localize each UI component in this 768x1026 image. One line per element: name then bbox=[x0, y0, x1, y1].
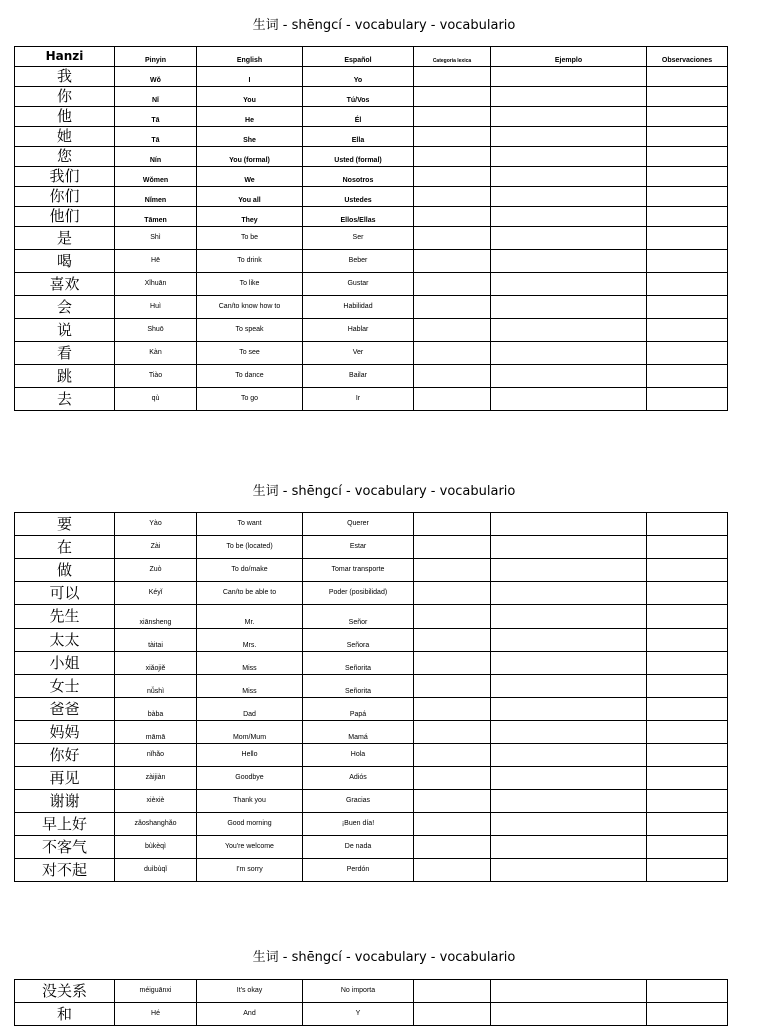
cell-espanol: Mamá bbox=[303, 721, 414, 744]
cell-observaciones bbox=[647, 721, 728, 744]
cell-ejemplo bbox=[491, 342, 647, 365]
cell-observaciones bbox=[647, 513, 728, 536]
cell-ejemplo bbox=[491, 582, 647, 605]
cell-english: We bbox=[197, 167, 303, 187]
cell-ejemplo bbox=[491, 167, 647, 187]
cell-hanzi: 再见 bbox=[15, 767, 115, 790]
cell-english: You're welcome bbox=[197, 836, 303, 859]
cell-pinyin: xièxiè bbox=[115, 790, 197, 813]
table-row bbox=[15, 67, 728, 87]
cell-ejemplo bbox=[491, 513, 647, 536]
cell-english: You all bbox=[197, 187, 303, 207]
cell-categoria bbox=[414, 147, 491, 167]
cell-english: You bbox=[197, 87, 303, 107]
cell-english: To be bbox=[197, 227, 303, 250]
header-observaciones: Observaciones bbox=[647, 47, 728, 67]
header-espanol: Español bbox=[303, 47, 414, 67]
cell-english: To want bbox=[197, 513, 303, 536]
cell-espanol: Papá bbox=[303, 698, 414, 721]
cell-ejemplo bbox=[491, 227, 647, 250]
cell-english: To see bbox=[197, 342, 303, 365]
cell-categoria bbox=[414, 744, 491, 767]
cell-observaciones bbox=[647, 744, 728, 767]
cell-observaciones bbox=[647, 273, 728, 296]
cell-categoria bbox=[414, 980, 491, 1003]
cell-observaciones bbox=[647, 605, 728, 629]
section-title: 生词 - shēngcí - vocabulary - vocabulario bbox=[252, 18, 516, 33]
cell-pinyin: Tiào bbox=[115, 365, 197, 388]
cell-hanzi: 在 bbox=[15, 536, 115, 559]
table-row bbox=[15, 187, 728, 207]
table-row bbox=[15, 675, 728, 698]
cell-hanzi: 要 bbox=[15, 513, 115, 536]
cell-pinyin: Wǒ bbox=[115, 67, 197, 87]
cell-espanol: Querer bbox=[303, 513, 414, 536]
cell-hanzi: 你好 bbox=[15, 744, 115, 767]
cell-pinyin: Zài bbox=[115, 536, 197, 559]
cell-espanol: Ser bbox=[303, 227, 414, 250]
cell-categoria bbox=[414, 67, 491, 87]
header-pinyin: Pinyin bbox=[115, 47, 197, 67]
cell-observaciones bbox=[647, 767, 728, 790]
cell-hanzi: 是 bbox=[15, 227, 115, 250]
table-row bbox=[15, 227, 728, 250]
cell-english: Thank you bbox=[197, 790, 303, 813]
cell-ejemplo bbox=[491, 980, 647, 1003]
table-row bbox=[15, 1003, 728, 1026]
cell-observaciones bbox=[647, 1003, 728, 1026]
cell-english: Dad bbox=[197, 698, 303, 721]
cell-ejemplo bbox=[491, 87, 647, 107]
cell-observaciones bbox=[647, 107, 728, 127]
cell-hanzi: 不客气 bbox=[15, 836, 115, 859]
table-row bbox=[15, 388, 728, 411]
cell-hanzi: 你 bbox=[15, 87, 115, 107]
cell-pinyin: Shì bbox=[115, 227, 197, 250]
cell-pinyin: Hē bbox=[115, 250, 197, 273]
cell-ejemplo bbox=[491, 187, 647, 207]
table-row bbox=[15, 107, 728, 127]
cell-espanol: Señor bbox=[303, 605, 414, 629]
cell-categoria bbox=[414, 107, 491, 127]
cell-english: Mr. bbox=[197, 605, 303, 629]
table-row bbox=[15, 127, 728, 147]
cell-pinyin: Tā bbox=[115, 127, 197, 147]
cell-categoria bbox=[414, 207, 491, 227]
cell-espanol: Adiós bbox=[303, 767, 414, 790]
vocab-table-1 bbox=[14, 46, 728, 411]
cell-english: It's okay bbox=[197, 980, 303, 1003]
cell-ejemplo bbox=[491, 273, 647, 296]
cell-observaciones bbox=[647, 227, 728, 250]
cell-hanzi: 没关系 bbox=[15, 980, 115, 1003]
cell-categoria bbox=[414, 227, 491, 250]
cell-hanzi: 早上好 bbox=[15, 813, 115, 836]
cell-categoria bbox=[414, 167, 491, 187]
table-row bbox=[15, 365, 728, 388]
cell-observaciones bbox=[647, 698, 728, 721]
cell-english: To dance bbox=[197, 365, 303, 388]
cell-ejemplo bbox=[491, 836, 647, 859]
cell-pinyin: Zuò bbox=[115, 559, 197, 582]
cell-categoria bbox=[414, 365, 491, 388]
header-hanzi: Hanzi bbox=[15, 47, 115, 67]
cell-espanol: Señorita bbox=[303, 652, 414, 675]
cell-pinyin: tàitai bbox=[115, 629, 197, 652]
table-row bbox=[15, 273, 728, 296]
cell-observaciones bbox=[647, 582, 728, 605]
cell-espanol: Perdón bbox=[303, 859, 414, 882]
cell-observaciones bbox=[647, 675, 728, 698]
cell-categoria bbox=[414, 87, 491, 107]
cell-ejemplo bbox=[491, 296, 647, 319]
cell-ejemplo bbox=[491, 107, 647, 127]
cell-english: To drink bbox=[197, 250, 303, 273]
cell-espanol: Ellos/Ellas bbox=[303, 207, 414, 227]
table-row bbox=[15, 582, 728, 605]
cell-observaciones bbox=[647, 365, 728, 388]
cell-espanol: Ver bbox=[303, 342, 414, 365]
cell-ejemplo bbox=[491, 629, 647, 652]
cell-hanzi: 我们 bbox=[15, 167, 115, 187]
table-row bbox=[15, 652, 728, 675]
cell-english: Mrs. bbox=[197, 629, 303, 652]
cell-espanol: Tú/Vos bbox=[303, 87, 414, 107]
section-title: 生词 - shēngcí - vocabulary - vocabulario bbox=[252, 484, 516, 499]
cell-hanzi: 去 bbox=[15, 388, 115, 411]
cell-pinyin: méiguānxi bbox=[115, 980, 197, 1003]
cell-espanol: Hola bbox=[303, 744, 414, 767]
table-header-row bbox=[15, 47, 728, 67]
cell-english: You (formal) bbox=[197, 147, 303, 167]
cell-pinyin: bàba bbox=[115, 698, 197, 721]
table-row bbox=[15, 605, 728, 629]
cell-observaciones bbox=[647, 980, 728, 1003]
cell-espanol: Usted (formal) bbox=[303, 147, 414, 167]
cell-ejemplo bbox=[491, 698, 647, 721]
cell-pinyin: Yào bbox=[115, 513, 197, 536]
cell-ejemplo bbox=[491, 790, 647, 813]
cell-pinyin: Kéyǐ bbox=[115, 582, 197, 605]
cell-categoria bbox=[414, 388, 491, 411]
cell-pinyin: xiǎojiě bbox=[115, 652, 197, 675]
cell-pinyin: qù bbox=[115, 388, 197, 411]
cell-pinyin: Shuō bbox=[115, 319, 197, 342]
cell-english: To go bbox=[197, 388, 303, 411]
cell-espanol: Señora bbox=[303, 629, 414, 652]
table-row bbox=[15, 147, 728, 167]
cell-hanzi: 他 bbox=[15, 107, 115, 127]
table-row bbox=[15, 836, 728, 859]
table-row bbox=[15, 790, 728, 813]
cell-english: She bbox=[197, 127, 303, 147]
cell-categoria bbox=[414, 836, 491, 859]
cell-espanol: Señorita bbox=[303, 675, 414, 698]
cell-observaciones bbox=[647, 629, 728, 652]
cell-english: And bbox=[197, 1003, 303, 1026]
table-row bbox=[15, 767, 728, 790]
cell-english: Hello bbox=[197, 744, 303, 767]
cell-ejemplo bbox=[491, 250, 647, 273]
cell-pinyin: nǚshì bbox=[115, 675, 197, 698]
cell-espanol: Él bbox=[303, 107, 414, 127]
table-row bbox=[15, 342, 728, 365]
cell-ejemplo bbox=[491, 207, 647, 227]
header-ejemplo: Ejemplo bbox=[491, 47, 647, 67]
cell-categoria bbox=[414, 813, 491, 836]
table-row bbox=[15, 296, 728, 319]
cell-categoria bbox=[414, 273, 491, 296]
cell-categoria bbox=[414, 629, 491, 652]
cell-pinyin: xiānsheng bbox=[115, 605, 197, 629]
cell-ejemplo bbox=[491, 675, 647, 698]
cell-ejemplo bbox=[491, 605, 647, 629]
table-row bbox=[15, 980, 728, 1003]
cell-pinyin: Wǒmen bbox=[115, 167, 197, 187]
cell-categoria bbox=[414, 721, 491, 744]
cell-english: To speak bbox=[197, 319, 303, 342]
cell-pinyin: Nǐ bbox=[115, 87, 197, 107]
cell-observaciones bbox=[647, 187, 728, 207]
cell-espanol: Ir bbox=[303, 388, 414, 411]
cell-pinyin: Hé bbox=[115, 1003, 197, 1026]
cell-observaciones bbox=[647, 342, 728, 365]
cell-observaciones bbox=[647, 127, 728, 147]
cell-ejemplo bbox=[491, 319, 647, 342]
table-row bbox=[15, 721, 728, 744]
cell-english: To be (located) bbox=[197, 536, 303, 559]
cell-ejemplo bbox=[491, 744, 647, 767]
cell-categoria bbox=[414, 127, 491, 147]
header-categoria: Categoria lexica bbox=[414, 47, 491, 67]
cell-hanzi: 喝 bbox=[15, 250, 115, 273]
cell-observaciones bbox=[647, 813, 728, 836]
cell-english: Can/to be able to bbox=[197, 582, 303, 605]
cell-espanol: Y bbox=[303, 1003, 414, 1026]
cell-pinyin: bùkèqì bbox=[115, 836, 197, 859]
cell-observaciones bbox=[647, 790, 728, 813]
cell-observaciones bbox=[647, 87, 728, 107]
cell-hanzi: 爸爸 bbox=[15, 698, 115, 721]
cell-categoria bbox=[414, 513, 491, 536]
cell-english: I bbox=[197, 67, 303, 87]
cell-hanzi: 看 bbox=[15, 342, 115, 365]
cell-espanol: Bailar bbox=[303, 365, 414, 388]
cell-categoria bbox=[414, 582, 491, 605]
cell-espanol: Estar bbox=[303, 536, 414, 559]
cell-categoria bbox=[414, 1003, 491, 1026]
cell-english: Mom/Mum bbox=[197, 721, 303, 744]
cell-hanzi: 她 bbox=[15, 127, 115, 147]
cell-hanzi: 小姐 bbox=[15, 652, 115, 675]
cell-ejemplo bbox=[491, 67, 647, 87]
cell-espanol: ¡Buen día! bbox=[303, 813, 414, 836]
cell-categoria bbox=[414, 250, 491, 273]
cell-hanzi: 做 bbox=[15, 559, 115, 582]
cell-observaciones bbox=[647, 167, 728, 187]
cell-hanzi: 我 bbox=[15, 67, 115, 87]
cell-categoria bbox=[414, 187, 491, 207]
cell-categoria bbox=[414, 605, 491, 629]
cell-pinyin: Nín bbox=[115, 147, 197, 167]
table-row bbox=[15, 536, 728, 559]
cell-pinyin: zàijiàn bbox=[115, 767, 197, 790]
table-row bbox=[15, 859, 728, 882]
cell-hanzi: 他们 bbox=[15, 207, 115, 227]
cell-espanol: Yo bbox=[303, 67, 414, 87]
cell-espanol: De nada bbox=[303, 836, 414, 859]
cell-categoria bbox=[414, 790, 491, 813]
cell-hanzi: 对不起 bbox=[15, 859, 115, 882]
cell-pinyin: duìbùqǐ bbox=[115, 859, 197, 882]
cell-ejemplo bbox=[491, 147, 647, 167]
cell-categoria bbox=[414, 536, 491, 559]
cell-english: Miss bbox=[197, 652, 303, 675]
cell-observaciones bbox=[647, 319, 728, 342]
cell-categoria bbox=[414, 698, 491, 721]
cell-pinyin: Nǐmen bbox=[115, 187, 197, 207]
cell-english: He bbox=[197, 107, 303, 127]
cell-espanol: Gustar bbox=[303, 273, 414, 296]
cell-espanol: Habilidad bbox=[303, 296, 414, 319]
table-row bbox=[15, 698, 728, 721]
cell-hanzi: 先生 bbox=[15, 605, 115, 629]
table-row bbox=[15, 513, 728, 536]
table-row bbox=[15, 167, 728, 187]
cell-pinyin: Huì bbox=[115, 296, 197, 319]
table-row bbox=[15, 207, 728, 227]
cell-espanol: Tomar transporte bbox=[303, 559, 414, 582]
cell-categoria bbox=[414, 296, 491, 319]
cell-ejemplo bbox=[491, 536, 647, 559]
cell-pinyin: Tāmen bbox=[115, 207, 197, 227]
cell-hanzi: 太太 bbox=[15, 629, 115, 652]
cell-espanol: Ella bbox=[303, 127, 414, 147]
cell-english: To like bbox=[197, 273, 303, 296]
cell-observaciones bbox=[647, 652, 728, 675]
cell-english: They bbox=[197, 207, 303, 227]
cell-espanol: No importa bbox=[303, 980, 414, 1003]
cell-hanzi: 喜欢 bbox=[15, 273, 115, 296]
cell-ejemplo bbox=[491, 365, 647, 388]
cell-ejemplo bbox=[491, 652, 647, 675]
cell-observaciones bbox=[647, 836, 728, 859]
table-row bbox=[15, 87, 728, 107]
cell-hanzi: 你们 bbox=[15, 187, 115, 207]
cell-espanol: Hablar bbox=[303, 319, 414, 342]
cell-ejemplo bbox=[491, 813, 647, 836]
cell-hanzi: 可以 bbox=[15, 582, 115, 605]
cell-hanzi: 会 bbox=[15, 296, 115, 319]
cell-categoria bbox=[414, 652, 491, 675]
cell-observaciones bbox=[647, 859, 728, 882]
table-row bbox=[15, 629, 728, 652]
table-row bbox=[15, 559, 728, 582]
cell-observaciones bbox=[647, 296, 728, 319]
cell-categoria bbox=[414, 559, 491, 582]
cell-categoria bbox=[414, 342, 491, 365]
cell-observaciones bbox=[647, 250, 728, 273]
cell-observaciones bbox=[647, 147, 728, 167]
cell-observaciones bbox=[647, 67, 728, 87]
cell-english: Miss bbox=[197, 675, 303, 698]
cell-hanzi: 您 bbox=[15, 147, 115, 167]
cell-ejemplo bbox=[491, 559, 647, 582]
header-english: English bbox=[197, 47, 303, 67]
cell-observaciones bbox=[647, 388, 728, 411]
cell-observaciones bbox=[647, 207, 728, 227]
vocab-table-2 bbox=[14, 512, 728, 882]
cell-hanzi: 和 bbox=[15, 1003, 115, 1026]
cell-english: To do/make bbox=[197, 559, 303, 582]
cell-hanzi: 跳 bbox=[15, 365, 115, 388]
cell-categoria bbox=[414, 859, 491, 882]
cell-ejemplo bbox=[491, 721, 647, 744]
cell-english: Good morning bbox=[197, 813, 303, 836]
cell-categoria bbox=[414, 767, 491, 790]
cell-pinyin: Kàn bbox=[115, 342, 197, 365]
cell-espanol: Gracias bbox=[303, 790, 414, 813]
vocab-table-3 bbox=[14, 979, 728, 1026]
cell-english: Goodbye bbox=[197, 767, 303, 790]
cell-ejemplo bbox=[491, 388, 647, 411]
table-row bbox=[15, 250, 728, 273]
cell-ejemplo bbox=[491, 859, 647, 882]
cell-categoria bbox=[414, 319, 491, 342]
cell-espanol: Nosotros bbox=[303, 167, 414, 187]
cell-pinyin: zǎoshanghǎo bbox=[115, 813, 197, 836]
cell-espanol: Beber bbox=[303, 250, 414, 273]
table-row bbox=[15, 813, 728, 836]
cell-pinyin: nǐhǎo bbox=[115, 744, 197, 767]
section-title: 生词 - shēngcí - vocabulary - vocabulario bbox=[252, 950, 516, 965]
cell-pinyin: Tā bbox=[115, 107, 197, 127]
cell-ejemplo bbox=[491, 1003, 647, 1026]
cell-english: I'm sorry bbox=[197, 859, 303, 882]
cell-hanzi: 女士 bbox=[15, 675, 115, 698]
cell-hanzi: 说 bbox=[15, 319, 115, 342]
table-row bbox=[15, 744, 728, 767]
cell-observaciones bbox=[647, 536, 728, 559]
cell-hanzi: 谢谢 bbox=[15, 790, 115, 813]
cell-english: Can/to know how to bbox=[197, 296, 303, 319]
cell-pinyin: māmā bbox=[115, 721, 197, 744]
cell-ejemplo bbox=[491, 767, 647, 790]
cell-hanzi: 妈妈 bbox=[15, 721, 115, 744]
cell-espanol: Poder (posibilidad) bbox=[303, 582, 414, 605]
cell-ejemplo bbox=[491, 127, 647, 147]
cell-categoria bbox=[414, 675, 491, 698]
cell-espanol: Ustedes bbox=[303, 187, 414, 207]
table-row bbox=[15, 319, 728, 342]
cell-observaciones bbox=[647, 559, 728, 582]
cell-pinyin: Xǐhuān bbox=[115, 273, 197, 296]
